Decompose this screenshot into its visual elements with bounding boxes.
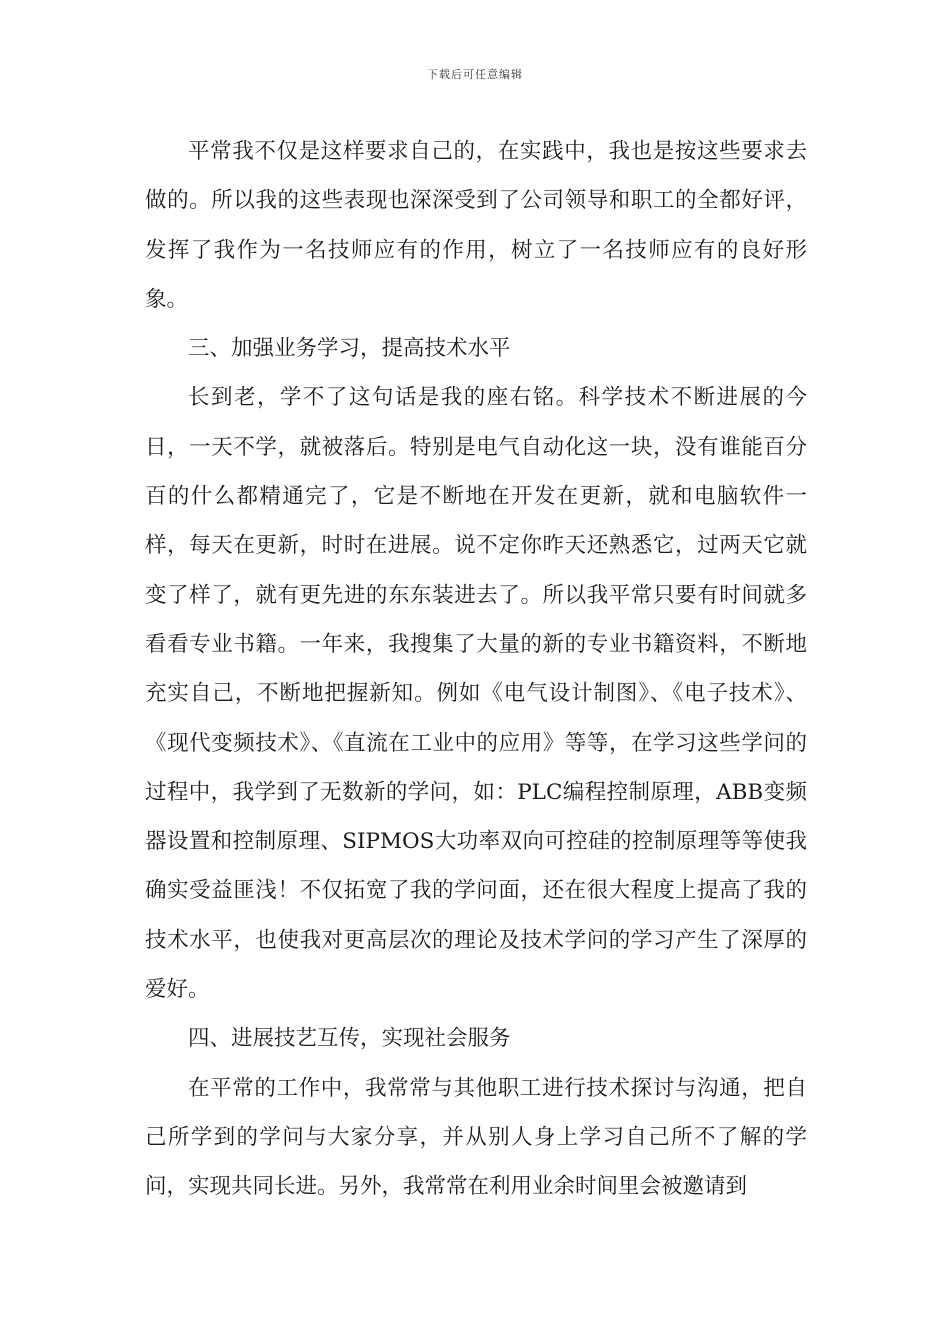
- paragraph: 长到老，学不了这句话是我的座右铭。科学技术不断进展的今日，一天不学，就被落后。特别是电气自动化这一块，没有谁能百分百的什么都精通完了，它是不断地在开发在更新，就和电脑软件一样，每天在更新，时时在进展。说不定你昨天还熟悉它，过两天它就变了样了，就有更先进的东东装进去了。所以我平常只要有时间就多看看专业书籍。一年来，我搜集了大量的新的专业书籍资料，不断地充实自己，不断地把握新知。例如《电气设计制图》、《电子技术》、《现代变频技术》、《直流在工业中的应用》等等，在学习这些学问的过程中，我学到了无数新的学问，如：PLC编程控制原理，ABB变频器设置和控制原理、SIPMOS大功率双向可控硅的控制原理等等使我确实受益匪浅！不仅拓宽了我的学问面，还在很大程度上提高了我的技术水平，也使我对更高层次的理论及技术学问的学习产生了深厚的爱好。: [145, 385, 807, 1003]
- section-heading: 三、加强业务学习，提高技术水平: [188, 336, 511, 362]
- paragraph: 在平常的工作中，我常常与其他职工进行技术探讨与沟通，把自己所学到的学问与大家分享，并从别人身上学习自己所不了解的学问，实现共同长进。另外，我常常在利用业余时间里会被邀请到: [145, 1075, 807, 1200]
- section-heading: 四、进展技艺互传，实现社会服务: [188, 1026, 511, 1052]
- document-body: [145, 127, 807, 1212]
- page-header: 下载后可任意编辑: [427, 68, 523, 81]
- paragraph: 平常我不仅是这样要求自己的，在实践中，我也是按这些要求去做的。所以我的这些表现也深深受到了公司领导和职工的全都好评，发挥了我作为一名技师应有的作用，树立了一名技师应有的良好形象。: [145, 139, 807, 312]
